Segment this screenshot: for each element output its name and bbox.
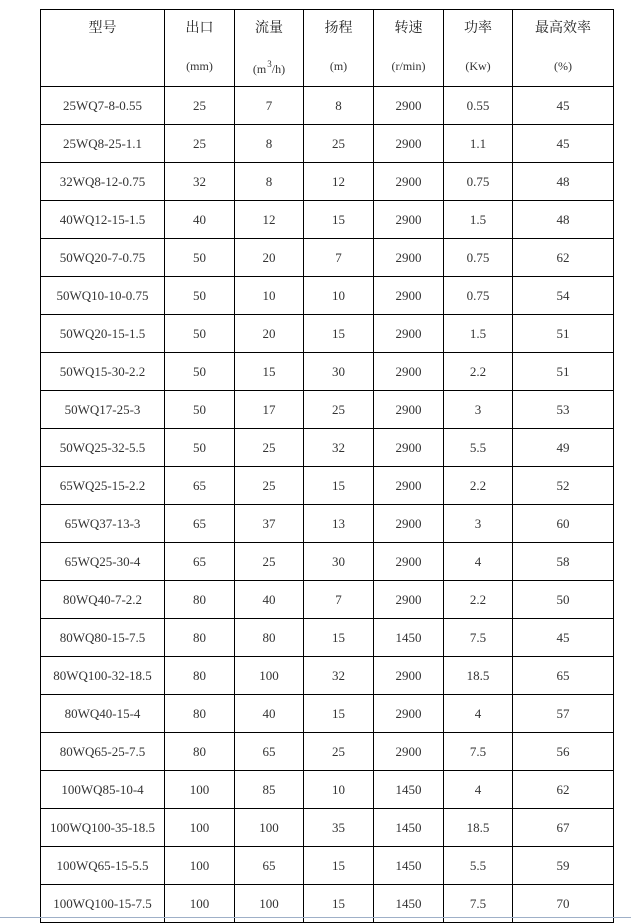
cell-outlet: 25 [165, 87, 235, 125]
cell-speed: 1450 [374, 619, 444, 657]
cell-outlet: 80 [165, 657, 235, 695]
cell-flow: 100 [235, 885, 304, 923]
bottom-edge-line [0, 917, 631, 918]
cell-speed: 2900 [374, 125, 444, 163]
cell-power: 1.5 [444, 315, 513, 353]
table-row [41, 695, 614, 733]
cell-outlet: 80 [165, 581, 235, 619]
cell-speed: 2900 [374, 353, 444, 391]
cell-efficiency: 62 [513, 239, 614, 277]
cell-speed: 2900 [374, 657, 444, 695]
table-row [41, 391, 614, 429]
table-row [41, 619, 614, 657]
header-speed: 转速 (r/min) [374, 10, 444, 87]
cell-efficiency: 52 [513, 467, 614, 505]
cell-flow: 65 [235, 847, 304, 885]
cell-power: 3 [444, 391, 513, 429]
table-row [41, 733, 614, 771]
cell-speed: 2900 [374, 733, 444, 771]
cell-model: 100WQ65-15-5.5 [41, 847, 165, 885]
cell-head: 35 [304, 809, 374, 847]
cell-efficiency: 51 [513, 315, 614, 353]
cell-efficiency: 48 [513, 201, 614, 239]
cell-power: 0.75 [444, 239, 513, 277]
table-row [41, 201, 614, 239]
cell-outlet: 50 [165, 429, 235, 467]
table-row [41, 163, 614, 201]
cell-model: 25WQ7-8-0.55 [41, 87, 165, 125]
cell-flow: 12 [235, 201, 304, 239]
cell-flow: 10 [235, 277, 304, 315]
cell-power: 5.5 [444, 429, 513, 467]
cell-model: 65WQ25-30-4 [41, 543, 165, 581]
cell-model: 100WQ100-15-7.5 [41, 885, 165, 923]
cell-flow: 80 [235, 619, 304, 657]
table-row [41, 543, 614, 581]
cell-efficiency: 51 [513, 353, 614, 391]
cell-head: 10 [304, 277, 374, 315]
cell-power: 0.75 [444, 277, 513, 315]
table-row [41, 353, 614, 391]
cell-outlet: 25 [165, 125, 235, 163]
cell-model: 50WQ10-10-0.75 [41, 277, 165, 315]
table-row [41, 657, 614, 695]
cell-efficiency: 59 [513, 847, 614, 885]
cell-power: 2.2 [444, 581, 513, 619]
header-row [41, 10, 614, 87]
cell-head: 12 [304, 163, 374, 201]
cell-speed: 2900 [374, 581, 444, 619]
cell-flow: 15 [235, 353, 304, 391]
cell-efficiency: 67 [513, 809, 614, 847]
cell-head: 30 [304, 353, 374, 391]
cell-head: 13 [304, 505, 374, 543]
cell-outlet: 50 [165, 315, 235, 353]
cell-flow: 17 [235, 391, 304, 429]
header-model: 型号 [41, 10, 165, 87]
cell-power: 7.5 [444, 733, 513, 771]
table-row [41, 239, 614, 277]
cell-outlet: 80 [165, 619, 235, 657]
header-efficiency: 最高效率 (%) [513, 10, 614, 87]
cell-speed: 2900 [374, 201, 444, 239]
header-power: 功率 (Kw) [444, 10, 513, 87]
cell-power: 3 [444, 505, 513, 543]
table-container [40, 9, 614, 923]
cell-head: 15 [304, 885, 374, 923]
cell-power: 7.5 [444, 619, 513, 657]
cell-model: 100WQ85-10-4 [41, 771, 165, 809]
cell-outlet: 100 [165, 885, 235, 923]
cell-head: 15 [304, 201, 374, 239]
cell-outlet: 50 [165, 239, 235, 277]
cell-outlet: 50 [165, 391, 235, 429]
cell-head: 15 [304, 619, 374, 657]
cell-speed: 2900 [374, 505, 444, 543]
cell-outlet: 65 [165, 467, 235, 505]
cell-model: 100WQ100-35-18.5 [41, 809, 165, 847]
cell-efficiency: 45 [513, 87, 614, 125]
table-row [41, 125, 614, 163]
cell-speed: 1450 [374, 771, 444, 809]
table-row [41, 87, 614, 125]
header-outlet: 出口 (mm) [165, 10, 235, 87]
table-body [41, 87, 614, 923]
cell-model: 32WQ8-12-0.75 [41, 163, 165, 201]
cell-head: 25 [304, 125, 374, 163]
cell-model: 80WQ65-25-7.5 [41, 733, 165, 771]
cell-efficiency: 56 [513, 733, 614, 771]
cell-outlet: 100 [165, 771, 235, 809]
cell-power: 18.5 [444, 657, 513, 695]
cell-efficiency: 45 [513, 125, 614, 163]
table-row [41, 581, 614, 619]
cell-model: 80WQ40-7-2.2 [41, 581, 165, 619]
cell-efficiency: 62 [513, 771, 614, 809]
cell-model: 25WQ8-25-1.1 [41, 125, 165, 163]
cell-head: 25 [304, 391, 374, 429]
cell-power: 2.2 [444, 467, 513, 505]
cell-speed: 2900 [374, 163, 444, 201]
cell-power: 7.5 [444, 885, 513, 923]
table-row [41, 315, 614, 353]
cell-outlet: 100 [165, 847, 235, 885]
table-row [41, 429, 614, 467]
cell-power: 18.5 [444, 809, 513, 847]
cell-flow: 25 [235, 467, 304, 505]
cell-head: 15 [304, 467, 374, 505]
cell-flow: 100 [235, 809, 304, 847]
table-row [41, 277, 614, 315]
cell-head: 15 [304, 315, 374, 353]
cell-efficiency: 48 [513, 163, 614, 201]
cell-head: 15 [304, 847, 374, 885]
cell-model: 65WQ25-15-2.2 [41, 467, 165, 505]
table-row [41, 467, 614, 505]
cell-speed: 2900 [374, 87, 444, 125]
cell-efficiency: 58 [513, 543, 614, 581]
cell-power: 4 [444, 771, 513, 809]
cell-flow: 25 [235, 429, 304, 467]
cell-efficiency: 50 [513, 581, 614, 619]
cell-speed: 2900 [374, 429, 444, 467]
cell-power: 4 [444, 543, 513, 581]
table-row [41, 505, 614, 543]
cell-outlet: 80 [165, 733, 235, 771]
cell-speed: 2900 [374, 467, 444, 505]
cell-speed: 2900 [374, 277, 444, 315]
cell-flow: 100 [235, 657, 304, 695]
cell-speed: 1450 [374, 847, 444, 885]
cell-power: 0.55 [444, 87, 513, 125]
table-row [41, 771, 614, 809]
cell-flow: 65 [235, 733, 304, 771]
pump-spec-table [40, 9, 614, 923]
cell-flow: 25 [235, 543, 304, 581]
cell-model: 40WQ12-15-1.5 [41, 201, 165, 239]
cell-flow: 7 [235, 87, 304, 125]
cell-flow: 8 [235, 125, 304, 163]
cell-efficiency: 60 [513, 505, 614, 543]
cell-model: 65WQ37-13-3 [41, 505, 165, 543]
cell-speed: 2900 [374, 315, 444, 353]
cell-model: 50WQ20-15-1.5 [41, 315, 165, 353]
cell-head: 32 [304, 657, 374, 695]
cell-flow: 37 [235, 505, 304, 543]
table-row [41, 847, 614, 885]
table-row [41, 809, 614, 847]
cell-head: 8 [304, 87, 374, 125]
cell-efficiency: 45 [513, 619, 614, 657]
cell-speed: 1450 [374, 809, 444, 847]
cell-model: 50WQ17-25-3 [41, 391, 165, 429]
cell-outlet: 50 [165, 353, 235, 391]
cell-speed: 2900 [374, 391, 444, 429]
cell-outlet: 80 [165, 695, 235, 733]
header-head: 扬程 (m) [304, 10, 374, 87]
header-flow: 流量 $(m^3/h)$ [235, 10, 304, 87]
cell-head: 32 [304, 429, 374, 467]
cell-outlet: 65 [165, 543, 235, 581]
cell-efficiency: 70 [513, 885, 614, 923]
cell-efficiency: 54 [513, 277, 614, 315]
cell-speed: 2900 [374, 543, 444, 581]
cell-outlet: 50 [165, 277, 235, 315]
cell-speed: 2900 [374, 695, 444, 733]
cell-model: 80WQ80-15-7.5 [41, 619, 165, 657]
cell-efficiency: 49 [513, 429, 614, 467]
cell-flow: 20 [235, 239, 304, 277]
cell-outlet: 100 [165, 809, 235, 847]
cell-model: 50WQ15-30-2.2 [41, 353, 165, 391]
cell-power: 2.2 [444, 353, 513, 391]
cell-flow: 85 [235, 771, 304, 809]
cell-power: 1.1 [444, 125, 513, 163]
cell-model: 50WQ25-32-5.5 [41, 429, 165, 467]
cell-efficiency: 57 [513, 695, 614, 733]
cell-outlet: 40 [165, 201, 235, 239]
cell-head: 7 [304, 581, 374, 619]
cell-efficiency: 65 [513, 657, 614, 695]
cell-flow: 8 [235, 163, 304, 201]
cell-head: 25 [304, 733, 374, 771]
cell-flow: 40 [235, 695, 304, 733]
cell-power: 1.5 [444, 201, 513, 239]
cell-head: 30 [304, 543, 374, 581]
cell-outlet: 65 [165, 505, 235, 543]
cell-model: 50WQ20-7-0.75 [41, 239, 165, 277]
cell-head: 7 [304, 239, 374, 277]
cell-model: 80WQ40-15-4 [41, 695, 165, 733]
cell-head: 15 [304, 695, 374, 733]
cell-head: 10 [304, 771, 374, 809]
cell-power: 4 [444, 695, 513, 733]
cell-flow: 20 [235, 315, 304, 353]
cell-model: 80WQ100-32-18.5 [41, 657, 165, 695]
cell-speed: 1450 [374, 885, 444, 923]
cell-speed: 2900 [374, 239, 444, 277]
cell-efficiency: 53 [513, 391, 614, 429]
cell-flow: 40 [235, 581, 304, 619]
cell-power: 0.75 [444, 163, 513, 201]
cell-outlet: 32 [165, 163, 235, 201]
cell-power: 5.5 [444, 847, 513, 885]
